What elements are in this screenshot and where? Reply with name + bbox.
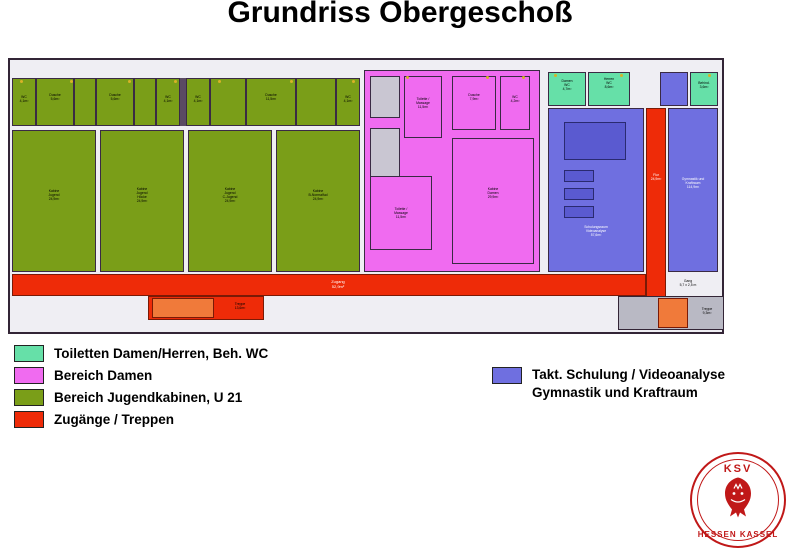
room-wc-1 xyxy=(12,78,36,126)
room-technik-1 xyxy=(370,76,400,118)
room-dusche-1 xyxy=(36,78,74,126)
room-wc-2 xyxy=(156,78,180,126)
room-wc-4 xyxy=(336,78,360,126)
room-toilette-massage-2 xyxy=(370,176,432,250)
label-flur-gang: Gang 5,7 x 2,5 m xyxy=(679,279,697,287)
legend-right xyxy=(492,366,725,402)
label-kabine-jugend-4: Kabine B-Normalfud 24,9m² xyxy=(308,189,328,201)
legend-item xyxy=(14,345,268,362)
label-wc-4: WC 4,1m² xyxy=(343,95,353,103)
room-kabine-jugend-4 xyxy=(276,130,360,272)
door-symbol-icon xyxy=(486,76,489,79)
legend-label-zugaenge: Zugänge / Treppen xyxy=(54,412,175,427)
label-damen-wc: Damen WC 4,7m² xyxy=(561,79,573,91)
room-dusche-damen xyxy=(452,76,496,130)
stairs-right-treads xyxy=(658,298,688,328)
legend-label-gymnastik: Gymnastik und Kraftraum xyxy=(532,385,698,401)
door-symbol-icon xyxy=(20,80,23,83)
room-herren-wc xyxy=(588,72,630,106)
logo-top-text: KSV xyxy=(723,463,753,475)
legend-swatch-zugaenge xyxy=(14,411,44,428)
logo-bottom-text: HESSEN KASSEL xyxy=(697,530,779,539)
room-kabine-jugend-3 xyxy=(188,130,272,272)
room-damen-wc xyxy=(548,72,586,106)
label-kabine-jugend-2: Kabine Jugend Höcke 24,9m² xyxy=(136,187,148,203)
door-symbol-icon xyxy=(406,76,409,79)
label-wc-3: WC 4,1m² xyxy=(193,95,203,103)
door-symbol-icon xyxy=(620,74,623,77)
legend-swatch-toiletten xyxy=(14,345,44,362)
legend-label-damen: Bereich Damen xyxy=(54,368,153,383)
room-kabine-damen xyxy=(452,138,534,264)
label-wc-damen: WC 4,2m² xyxy=(510,95,520,103)
legend-swatch-damen xyxy=(14,367,44,384)
table-cluster xyxy=(564,122,626,160)
room-dusche-2 xyxy=(96,78,134,126)
wall-sep-1 xyxy=(74,78,96,126)
label-herren-wc: Herren WC 8,6m² xyxy=(603,77,615,89)
wall-sep-4 xyxy=(134,78,156,126)
label-toilette-massage-1: Toilette / Massage 11,5m² xyxy=(416,97,430,109)
room-kabine-jugend-2 xyxy=(100,130,184,272)
room-dusche-3 xyxy=(246,78,296,126)
label-zugang: Zugang 52,9m² xyxy=(331,279,345,289)
lion-icon xyxy=(716,475,760,526)
legend-swatch-schulung xyxy=(492,367,522,384)
door-symbol-icon xyxy=(522,76,525,79)
door-symbol-icon xyxy=(352,80,355,83)
label-toilette-massage-2: Toilette / Massage 11,5m² xyxy=(394,207,408,219)
table-row-2 xyxy=(564,188,594,200)
page-title: Grundriss Obergeschoß xyxy=(227,0,573,29)
label-kabine-jugend-1: Kabine Jugend 24,9m² xyxy=(48,189,60,201)
door-symbol-icon xyxy=(174,80,177,83)
label-gymnastik-kraftraum: Gymnastik und Kraftraum 114,9m² xyxy=(681,177,705,189)
label-kabine-jugend-3: Kabine Jugend C-Jugend 24,9m² xyxy=(222,187,238,203)
legend-label-toiletten: Toiletten Damen/Herren, Beh. WC xyxy=(54,346,269,361)
door-symbol-icon xyxy=(218,80,221,83)
room-behinderten-wc xyxy=(690,72,718,106)
wall-sep-2 xyxy=(210,78,246,126)
label-dusche-2: Dusche 5,6m² xyxy=(109,93,121,101)
label-wc-2: WC 4,1m² xyxy=(163,95,173,103)
wall-sep-3 xyxy=(296,78,336,126)
label-schulungsraum: Schulungsraum Videoanalyse 57,6m² xyxy=(584,225,608,237)
room-wc-damen xyxy=(500,76,530,130)
wall-sep-5 xyxy=(180,78,186,126)
legend-left xyxy=(14,345,268,433)
door-symbol-icon xyxy=(708,74,711,77)
door-symbol-icon xyxy=(70,80,73,83)
floorplan-diagram xyxy=(8,58,724,334)
table-row-1 xyxy=(564,170,594,182)
legend-item xyxy=(14,367,268,384)
label-treppe-links: Treppe 13,6m² xyxy=(234,302,246,310)
room-sauna-right xyxy=(660,72,688,106)
label-dusche-1: Dusche 5,6m² xyxy=(49,93,61,101)
label-kabine-damen: Kabine Damen 29,9m² xyxy=(487,187,499,199)
corridor-flur-vertical xyxy=(646,108,666,322)
room-kabine-jugend-1 xyxy=(12,130,96,272)
door-symbol-icon xyxy=(128,80,131,83)
label-dusche-3: Dusche 11,5m² xyxy=(265,93,277,101)
room-toilette-massage-1 xyxy=(404,76,442,138)
label-behinderten-wc: Behind. 3,6m² xyxy=(698,81,710,89)
legend-label-schulung: Takt. Schulung / Videoanalyse xyxy=(532,367,726,382)
corridor-zugang xyxy=(12,274,646,296)
stairs-left-treads xyxy=(152,298,214,318)
door-symbol-icon xyxy=(554,74,557,77)
table-row-3 xyxy=(564,206,594,218)
legend-item xyxy=(14,411,268,428)
label-wc-1: WC 4,1m² xyxy=(19,95,29,103)
legend-label-jugend: Bereich Jugendkabinen, U 21 xyxy=(54,390,243,405)
door-symbol-icon xyxy=(290,80,293,83)
label-treppe-rechts: Treppe 9,3m² xyxy=(701,307,713,315)
label-flur: Flur 24,9m² xyxy=(650,173,662,181)
legend-item xyxy=(14,389,268,406)
label-dusche-damen: Dusche 7,9m² xyxy=(468,93,480,101)
legend-swatch-jugend xyxy=(14,389,44,406)
room-wc-3 xyxy=(186,78,210,126)
room-gymnastik-kraftraum xyxy=(668,108,718,272)
ksv-logo xyxy=(690,452,786,548)
